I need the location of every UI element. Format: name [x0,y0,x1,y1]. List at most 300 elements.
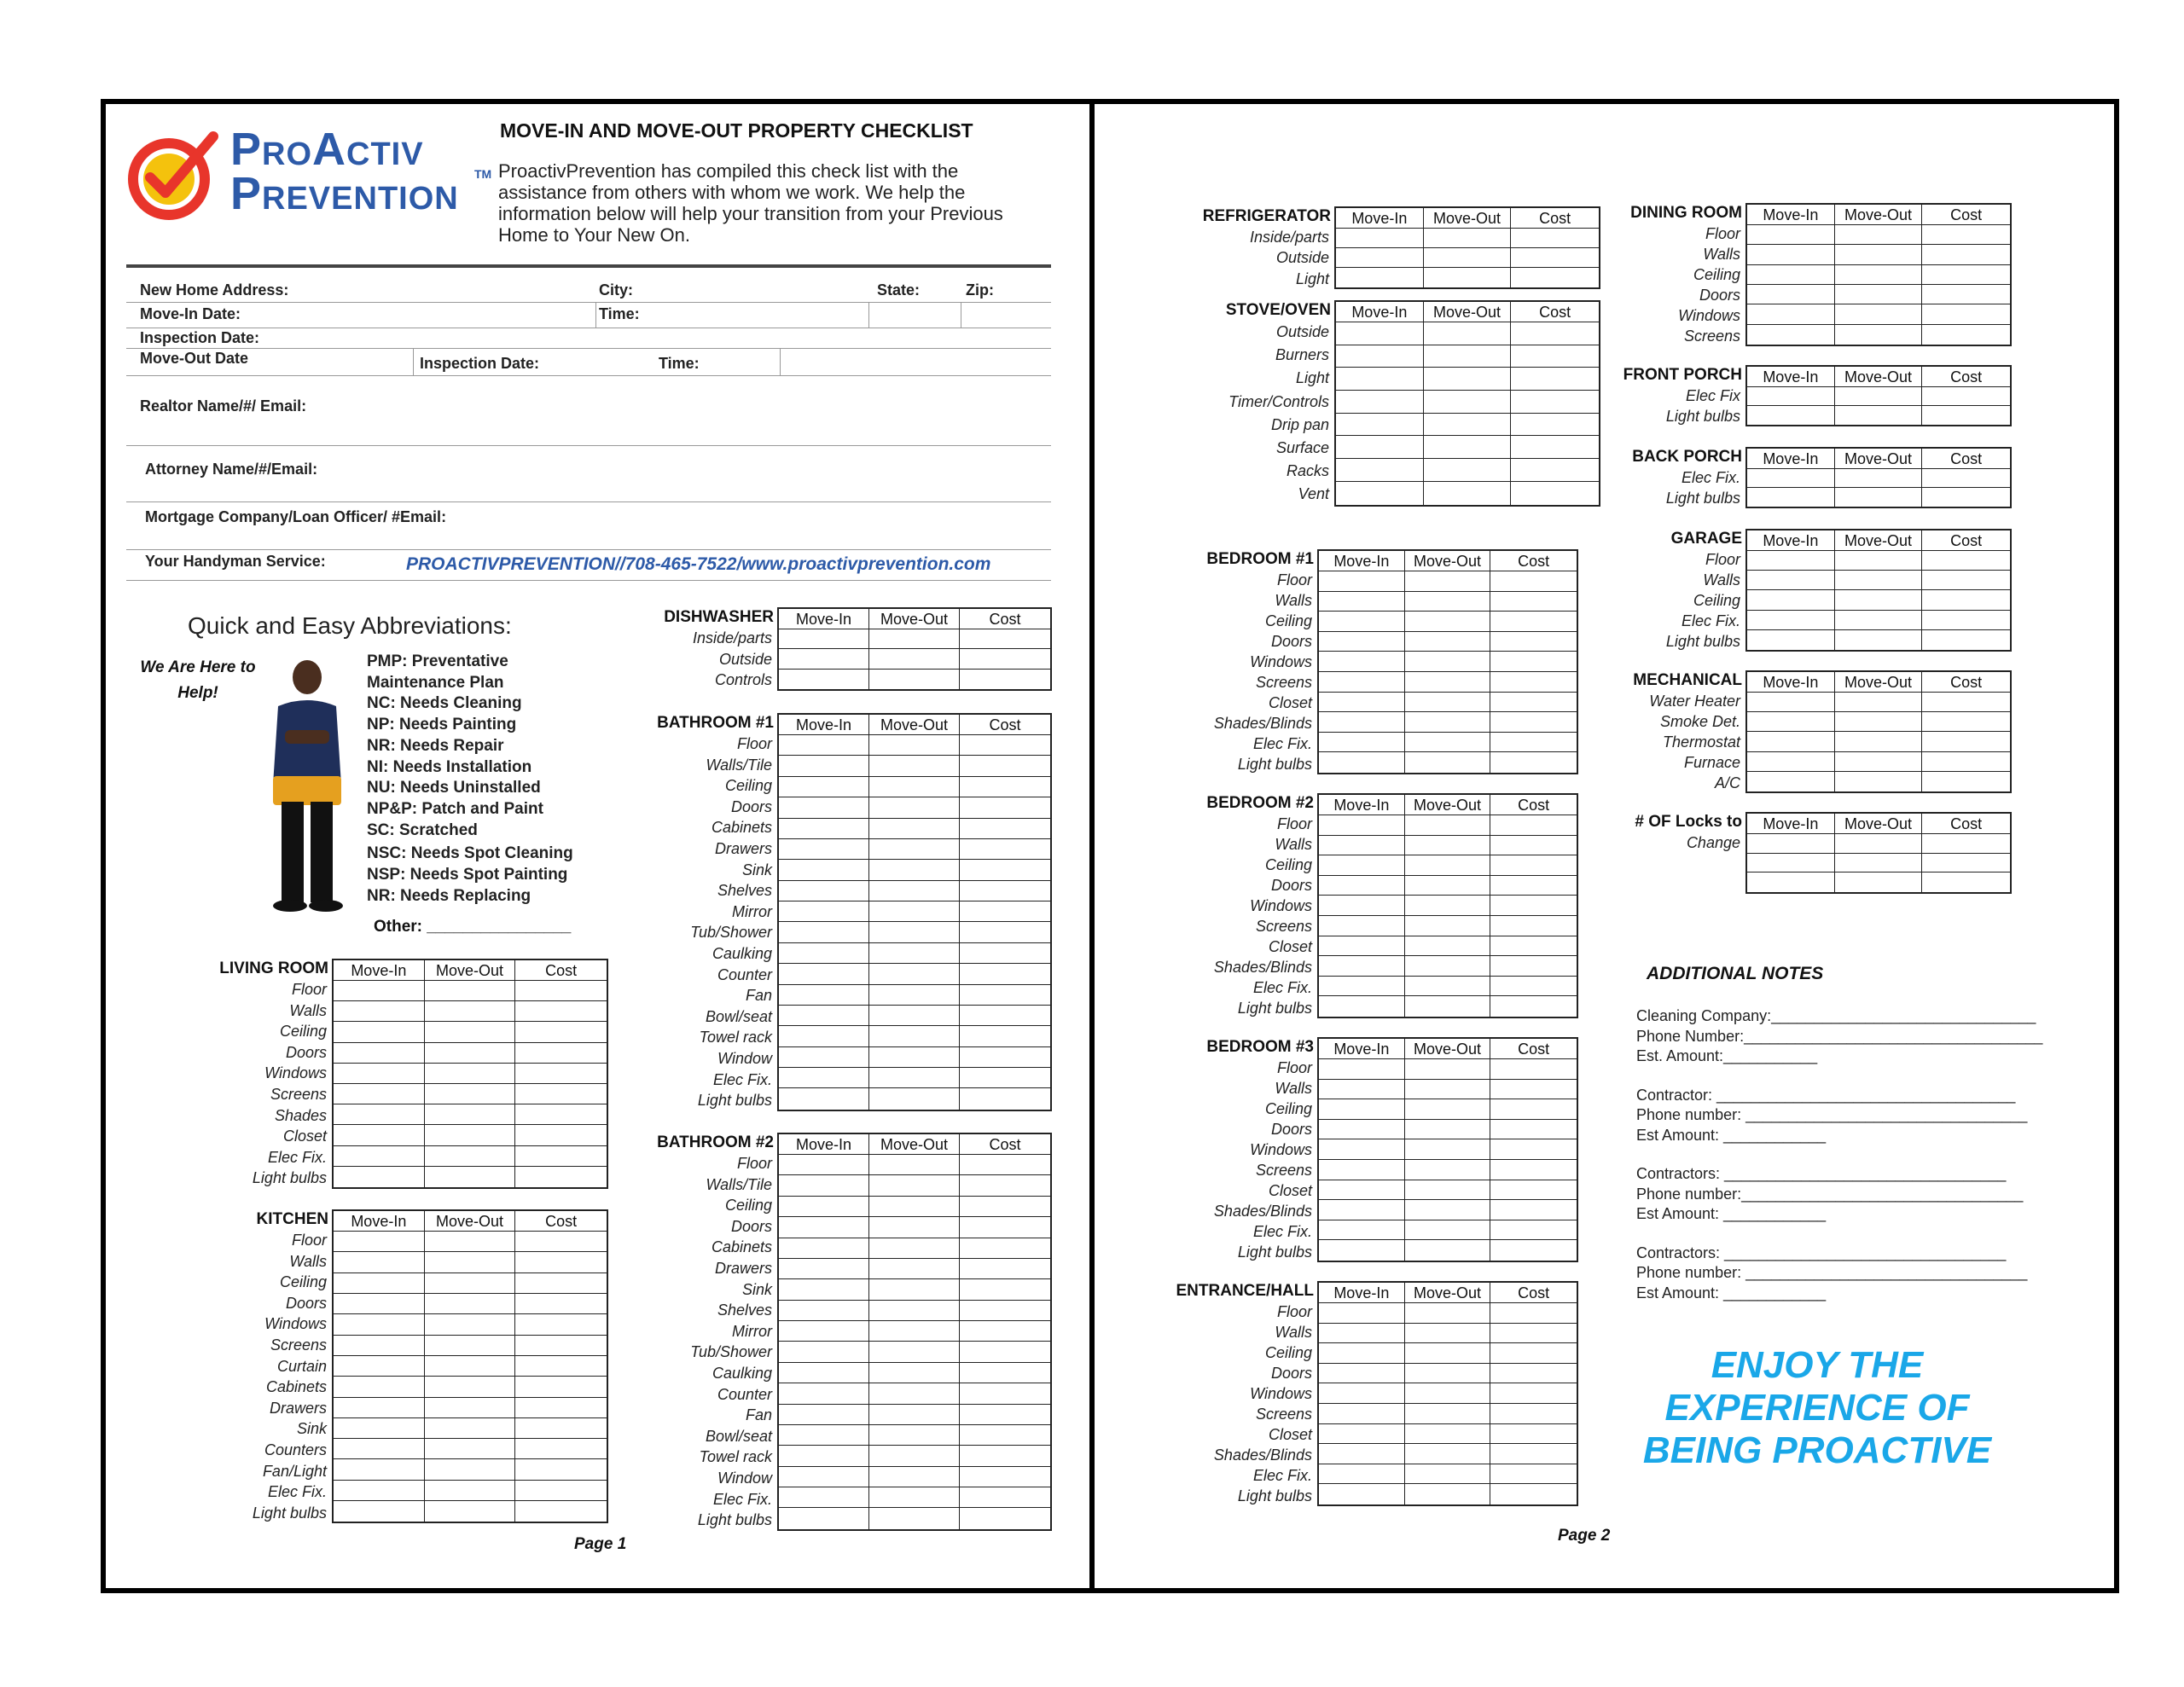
checklist-cell[interactable] [779,1487,869,1508]
checklist-cell[interactable] [1511,391,1599,414]
checklist-cell[interactable] [779,756,869,776]
checklist-cell[interactable] [869,1238,960,1259]
checklist-cell[interactable] [1511,459,1599,482]
checklist-cell[interactable] [1747,406,1835,425]
checklist-cell[interactable] [779,735,869,756]
checklist-cell[interactable] [425,1125,516,1145]
checklist-cell[interactable] [1405,1484,1491,1504]
checklist-cell[interactable] [1405,1099,1491,1120]
checklist-cell[interactable] [515,1125,607,1145]
checklist-cell[interactable] [1747,732,1835,751]
checklist-cell[interactable] [515,1232,607,1252]
checklist-cell[interactable] [869,943,960,964]
checklist-cell[interactable] [1490,1139,1577,1160]
checklist-cell[interactable] [1835,752,1923,772]
checklist-cell[interactable] [1424,345,1512,368]
checklist-cell[interactable] [779,1006,869,1026]
checklist-cell[interactable] [779,901,869,922]
checklist-cell[interactable] [1747,752,1835,772]
checklist-cell[interactable] [869,819,960,839]
checklist-cell[interactable] [1747,551,1835,571]
checklist-cell[interactable] [1490,1059,1577,1080]
checklist-cell[interactable] [779,1238,869,1259]
checklist-cell[interactable] [1319,855,1405,876]
checklist-cell[interactable] [1405,1059,1491,1080]
checklist-cell[interactable] [1922,469,2010,488]
checklist-cell[interactable] [1835,872,1923,892]
checklist-cell[interactable] [1405,956,1491,977]
checklist-cell[interactable] [1747,854,1835,873]
checklist-cell[interactable] [960,922,1050,942]
checklist-cell[interactable] [1747,872,1835,892]
checklist-cell[interactable] [779,777,869,797]
checklist-cell[interactable] [1405,612,1491,632]
checklist-cell[interactable] [515,1459,607,1480]
checklist-cell[interactable] [869,1088,960,1109]
checklist-cell[interactable] [515,1501,607,1522]
checklist-cell[interactable] [425,1356,516,1377]
notes-line[interactable]: Est Amount: ____________ [1636,1205,1827,1222]
checklist-cell[interactable] [1835,693,1923,712]
checklist-cell[interactable] [960,1446,1050,1466]
checklist-cell[interactable] [1835,571,1923,590]
checklist-cell[interactable] [1511,345,1599,368]
checklist-cell[interactable] [1405,936,1491,957]
checklist-cell[interactable] [869,735,960,756]
checklist-cell[interactable] [1490,571,1577,592]
checklist-cell[interactable] [1490,1099,1577,1120]
checklist-cell[interactable] [515,1001,607,1022]
checklist-cell[interactable] [779,1068,869,1088]
checklist-cell[interactable] [1747,772,1835,791]
checklist-cell[interactable] [779,1047,869,1068]
checklist-cell[interactable] [1424,459,1512,482]
checklist-cell[interactable] [1835,590,1923,610]
checklist-cell[interactable] [869,1446,960,1466]
checklist-cell[interactable] [779,1197,869,1217]
checklist-cell[interactable] [425,1418,516,1439]
checklist-cell[interactable] [1405,836,1491,856]
checklist-cell[interactable] [1490,836,1577,856]
checklist-cell[interactable] [1511,368,1599,391]
checklist-cell[interactable] [1405,571,1491,592]
checklist-cell[interactable] [1319,1160,1405,1180]
checklist-cell[interactable] [334,1294,425,1314]
checklist-cell[interactable] [1405,1343,1491,1364]
checklist-cell[interactable] [1405,652,1491,672]
checklist-cell[interactable] [779,985,869,1006]
checklist-cell[interactable] [1490,936,1577,957]
checklist-cell[interactable] [1336,345,1424,368]
checklist-cell[interactable] [960,1217,1050,1238]
checklist-cell[interactable] [1405,896,1491,916]
checklist-cell[interactable] [1490,1303,1577,1324]
checklist-cell[interactable] [869,1259,960,1279]
checklist-cell[interactable] [779,629,869,649]
checklist-cell[interactable] [1336,482,1424,505]
checklist-cell[interactable] [1405,632,1491,652]
checklist-cell[interactable] [425,1481,516,1501]
checklist-cell[interactable] [1336,229,1424,248]
notes-line[interactable]: Phone number: _________________________________ [1636,1264,2028,1281]
checklist-cell[interactable] [1424,229,1512,248]
checklist-cell[interactable] [960,756,1050,776]
checklist-cell[interactable] [960,1301,1050,1321]
checklist-cell[interactable] [779,1259,869,1279]
notes-line[interactable]: Contractors: _________________________________ [1636,1244,2007,1261]
checklist-cell[interactable] [1511,248,1599,268]
checklist-cell[interactable] [779,670,869,689]
checklist-cell[interactable] [960,1259,1050,1279]
checklist-cell[interactable] [869,756,960,776]
checklist-cell[interactable] [869,1405,960,1425]
checklist-cell[interactable] [425,1084,516,1104]
checklist-cell[interactable] [1319,1240,1405,1261]
checklist-cell[interactable] [1490,1220,1577,1241]
checklist-cell[interactable] [334,1001,425,1022]
checklist-cell[interactable] [1922,630,2010,650]
checklist-cell[interactable] [869,777,960,797]
checklist-cell[interactable] [869,1006,960,1026]
checklist-cell[interactable] [1319,876,1405,896]
checklist-cell[interactable] [1319,1383,1405,1404]
checklist-cell[interactable] [1490,693,1577,713]
checklist-cell[interactable] [869,985,960,1006]
checklist-cell[interactable] [869,1487,960,1508]
checklist-cell[interactable] [1319,1364,1405,1384]
checklist-cell[interactable] [960,797,1050,818]
checklist-cell[interactable] [1490,1200,1577,1220]
checklist-cell[interactable] [1424,322,1512,345]
checklist-cell[interactable] [1424,248,1512,268]
checklist-cell[interactable] [1490,672,1577,693]
checklist-cell[interactable] [1319,693,1405,713]
checklist-cell[interactable] [425,1001,516,1022]
checklist-cell[interactable] [779,1026,869,1046]
checklist-cell[interactable] [334,1104,425,1125]
checklist-cell[interactable] [1490,1383,1577,1404]
checklist-cell[interactable] [1511,482,1599,505]
checklist-cell[interactable] [1511,436,1599,459]
checklist-cell[interactable] [334,1336,425,1356]
checklist-cell[interactable] [1922,285,2010,304]
checklist-cell[interactable] [334,1043,425,1064]
checklist-cell[interactable] [1922,406,2010,425]
checklist-cell[interactable] [1922,551,2010,571]
checklist-cell[interactable] [1747,325,1835,345]
checklist-cell[interactable] [779,1363,869,1383]
checklist-cell[interactable] [1511,268,1599,287]
checklist-cell[interactable] [1922,712,2010,732]
checklist-cell[interactable] [425,1314,516,1335]
checklist-cell[interactable] [1319,1200,1405,1220]
checklist-cell[interactable] [1319,1099,1405,1120]
checklist-cell[interactable] [1835,630,1923,650]
checklist-cell[interactable] [869,1508,960,1528]
checklist-cell[interactable] [1490,1240,1577,1261]
checklist-cell[interactable] [1319,936,1405,957]
checklist-cell[interactable] [1405,672,1491,693]
checklist-cell[interactable] [869,1467,960,1487]
checklist-cell[interactable] [1490,1324,1577,1344]
checklist-cell[interactable] [1747,245,1835,264]
checklist-cell[interactable] [869,1047,960,1068]
checklist-cell[interactable] [960,881,1050,901]
checklist-cell[interactable] [869,839,960,860]
checklist-cell[interactable] [1922,571,2010,590]
checklist-cell[interactable] [960,670,1050,689]
checklist-cell[interactable] [1490,652,1577,672]
checklist-cell[interactable] [515,1146,607,1167]
checklist-cell[interactable] [960,964,1050,984]
checklist-cell[interactable] [1319,815,1405,836]
checklist-cell[interactable] [425,1064,516,1084]
checklist-cell[interactable] [1336,459,1424,482]
checklist-cell[interactable] [779,1508,869,1528]
checklist-cell[interactable] [869,922,960,942]
checklist-cell[interactable] [1405,1303,1491,1324]
checklist-cell[interactable] [1319,1464,1405,1485]
checklist-cell[interactable] [515,1294,607,1314]
checklist-cell[interactable] [960,1088,1050,1109]
checklist-cell[interactable] [515,1064,607,1084]
checklist-cell[interactable] [1319,1324,1405,1344]
checklist-cell[interactable] [515,1273,607,1294]
notes-line[interactable]: Phone number:_________________________________ [1636,1185,2024,1203]
checklist-cell[interactable] [1922,854,2010,873]
checklist-cell[interactable] [1747,285,1835,304]
checklist-cell[interactable] [1922,590,2010,610]
checklist-cell[interactable] [334,1398,425,1418]
checklist-cell[interactable] [1490,916,1577,936]
checklist-cell[interactable] [1424,368,1512,391]
checklist-cell[interactable] [1490,592,1577,612]
checklist-cell[interactable] [1747,488,1835,507]
checklist-cell[interactable] [1490,1444,1577,1464]
checklist-cell[interactable] [869,670,960,689]
checklist-cell[interactable] [1405,1080,1491,1100]
checklist-cell[interactable] [1835,304,1923,324]
checklist-cell[interactable] [1424,391,1512,414]
checklist-cell[interactable] [869,1279,960,1300]
checklist-cell[interactable] [515,1252,607,1272]
checklist-cell[interactable] [1405,855,1491,876]
checklist-cell[interactable] [869,797,960,818]
checklist-cell[interactable] [1336,391,1424,414]
checklist-cell[interactable] [334,1022,425,1042]
checklist-cell[interactable] [425,1022,516,1042]
notes-line[interactable]: Est. Amount:___________ [1636,1047,1818,1064]
checklist-cell[interactable] [334,981,425,1001]
checklist-cell[interactable] [1922,772,2010,791]
checklist-cell[interactable] [779,1342,869,1362]
checklist-cell[interactable] [1835,285,1923,304]
checklist-cell[interactable] [779,1217,869,1238]
checklist-cell[interactable] [1405,1404,1491,1424]
checklist-cell[interactable] [779,1405,869,1425]
checklist-cell[interactable] [1922,225,2010,245]
checklist-cell[interactable] [515,1481,607,1501]
checklist-cell[interactable] [1835,488,1923,507]
checklist-cell[interactable] [1835,245,1923,264]
checklist-cell[interactable] [869,1321,960,1342]
checklist-cell[interactable] [1835,265,1923,285]
checklist-cell[interactable] [1511,414,1599,437]
notes-line[interactable]: Phone number: _________________________________ [1636,1106,2028,1123]
checklist-cell[interactable] [1319,752,1405,773]
checklist-cell[interactable] [1835,611,1923,630]
checklist-cell[interactable] [1490,1364,1577,1384]
checklist-cell[interactable] [1405,916,1491,936]
checklist-cell[interactable] [1835,225,1923,245]
checklist-cell[interactable] [869,1342,960,1362]
checklist-cell[interactable] [960,1508,1050,1528]
checklist-cell[interactable] [334,1167,425,1187]
checklist-cell[interactable] [334,1356,425,1377]
checklist-cell[interactable] [1319,612,1405,632]
checklist-cell[interactable] [960,839,1050,860]
checklist-cell[interactable] [960,1006,1050,1026]
checklist-cell[interactable] [1490,876,1577,896]
checklist-cell[interactable] [1835,406,1923,425]
checklist-cell[interactable] [1490,815,1577,836]
checklist-cell[interactable] [1405,1120,1491,1140]
checklist-cell[interactable] [1490,1160,1577,1180]
checklist-cell[interactable] [1922,872,2010,892]
checklist-cell[interactable] [515,1398,607,1418]
checklist-cell[interactable] [1922,488,2010,507]
checklist-cell[interactable] [1319,672,1405,693]
checklist-cell[interactable] [1490,733,1577,753]
checklist-cell[interactable] [1405,712,1491,733]
checklist-cell[interactable] [779,819,869,839]
checklist-cell[interactable] [1490,1404,1577,1424]
checklist-cell[interactable] [425,981,516,1001]
checklist-cell[interactable] [425,1273,516,1294]
checklist-cell[interactable] [779,1175,869,1196]
checklist-cell[interactable] [1922,834,2010,854]
checklist-cell[interactable] [515,1336,607,1356]
checklist-cell[interactable] [779,964,869,984]
checklist-cell[interactable] [1336,414,1424,437]
checklist-cell[interactable] [869,881,960,901]
checklist-cell[interactable] [779,797,869,818]
checklist-cell[interactable] [1747,630,1835,650]
checklist-cell[interactable] [1405,1383,1491,1404]
checklist-cell[interactable] [779,649,869,669]
checklist-cell[interactable] [1319,1343,1405,1364]
checklist-cell[interactable] [960,735,1050,756]
checklist-cell[interactable] [1490,1080,1577,1100]
checklist-cell[interactable] [779,943,869,964]
checklist-cell[interactable] [1511,229,1599,248]
checklist-cell[interactable] [869,1026,960,1046]
checklist-cell[interactable] [1922,265,2010,285]
checklist-cell[interactable] [1835,834,1923,854]
checklist-cell[interactable] [1405,876,1491,896]
checklist-cell[interactable] [1922,732,2010,751]
checklist-cell[interactable] [1319,956,1405,977]
checklist-cell[interactable] [1835,772,1923,791]
checklist-cell[interactable] [1405,693,1491,713]
checklist-cell[interactable] [779,1088,869,1109]
checklist-cell[interactable] [1490,896,1577,916]
checklist-cell[interactable] [425,1501,516,1522]
checklist-cell[interactable] [1405,1240,1491,1261]
checklist-cell[interactable] [515,1084,607,1104]
checklist-cell[interactable] [425,1377,516,1397]
checklist-cell[interactable] [869,649,960,669]
checklist-cell[interactable] [779,1467,869,1487]
checklist-cell[interactable] [1490,977,1577,997]
checklist-cell[interactable] [1747,571,1835,590]
checklist-cell[interactable] [425,1146,516,1167]
checklist-cell[interactable] [1405,996,1491,1017]
checklist-cell[interactable] [515,1167,607,1187]
checklist-cell[interactable] [1319,733,1405,753]
checklist-cell[interactable] [779,1446,869,1466]
checklist-cell[interactable] [779,922,869,942]
checklist-cell[interactable] [1835,712,1923,732]
checklist-cell[interactable] [1835,387,1923,406]
checklist-cell[interactable] [869,1383,960,1404]
checklist-cell[interactable] [1835,551,1923,571]
checklist-cell[interactable] [960,649,1050,669]
checklist-cell[interactable] [960,1197,1050,1217]
notes-line[interactable]: Est Amount: ____________ [1636,1126,1827,1144]
checklist-cell[interactable] [1490,612,1577,632]
checklist-cell[interactable] [1747,469,1835,488]
checklist-cell[interactable] [1747,611,1835,630]
checklist-cell[interactable] [334,1252,425,1272]
checklist-cell[interactable] [1319,1080,1405,1100]
checklist-cell[interactable] [869,1068,960,1088]
checklist-cell[interactable] [1405,1464,1491,1485]
checklist-cell[interactable] [1319,1059,1405,1080]
checklist-cell[interactable] [1490,1120,1577,1140]
checklist-cell[interactable] [869,901,960,922]
checklist-cell[interactable] [1490,956,1577,977]
checklist-cell[interactable] [1336,268,1424,287]
checklist-cell[interactable] [334,1273,425,1294]
checklist-cell[interactable] [1336,322,1424,345]
checklist-cell[interactable] [515,1022,607,1042]
checklist-cell[interactable] [1405,1180,1491,1201]
checklist-cell[interactable] [1319,916,1405,936]
checklist-cell[interactable] [334,1232,425,1252]
checklist-cell[interactable] [1405,752,1491,773]
checklist-cell[interactable] [515,1104,607,1125]
checklist-cell[interactable] [960,1026,1050,1046]
checklist-cell[interactable] [425,1167,516,1187]
checklist-cell[interactable] [1424,268,1512,287]
checklist-cell[interactable] [779,1321,869,1342]
checklist-cell[interactable] [1835,325,1923,345]
checklist-cell[interactable] [1922,387,2010,406]
checklist-cell[interactable] [1490,1484,1577,1504]
checklist-cell[interactable] [425,1043,516,1064]
checklist-cell[interactable] [425,1252,516,1272]
checklist-cell[interactable] [1319,712,1405,733]
checklist-cell[interactable] [334,1084,425,1104]
checklist-cell[interactable] [869,1155,960,1175]
checklist-cell[interactable] [1319,592,1405,612]
checklist-cell[interactable] [334,1459,425,1480]
checklist-cell[interactable] [960,1467,1050,1487]
checklist-cell[interactable] [1424,482,1512,505]
checklist-cell[interactable] [1490,752,1577,773]
checklist-cell[interactable] [960,1279,1050,1300]
